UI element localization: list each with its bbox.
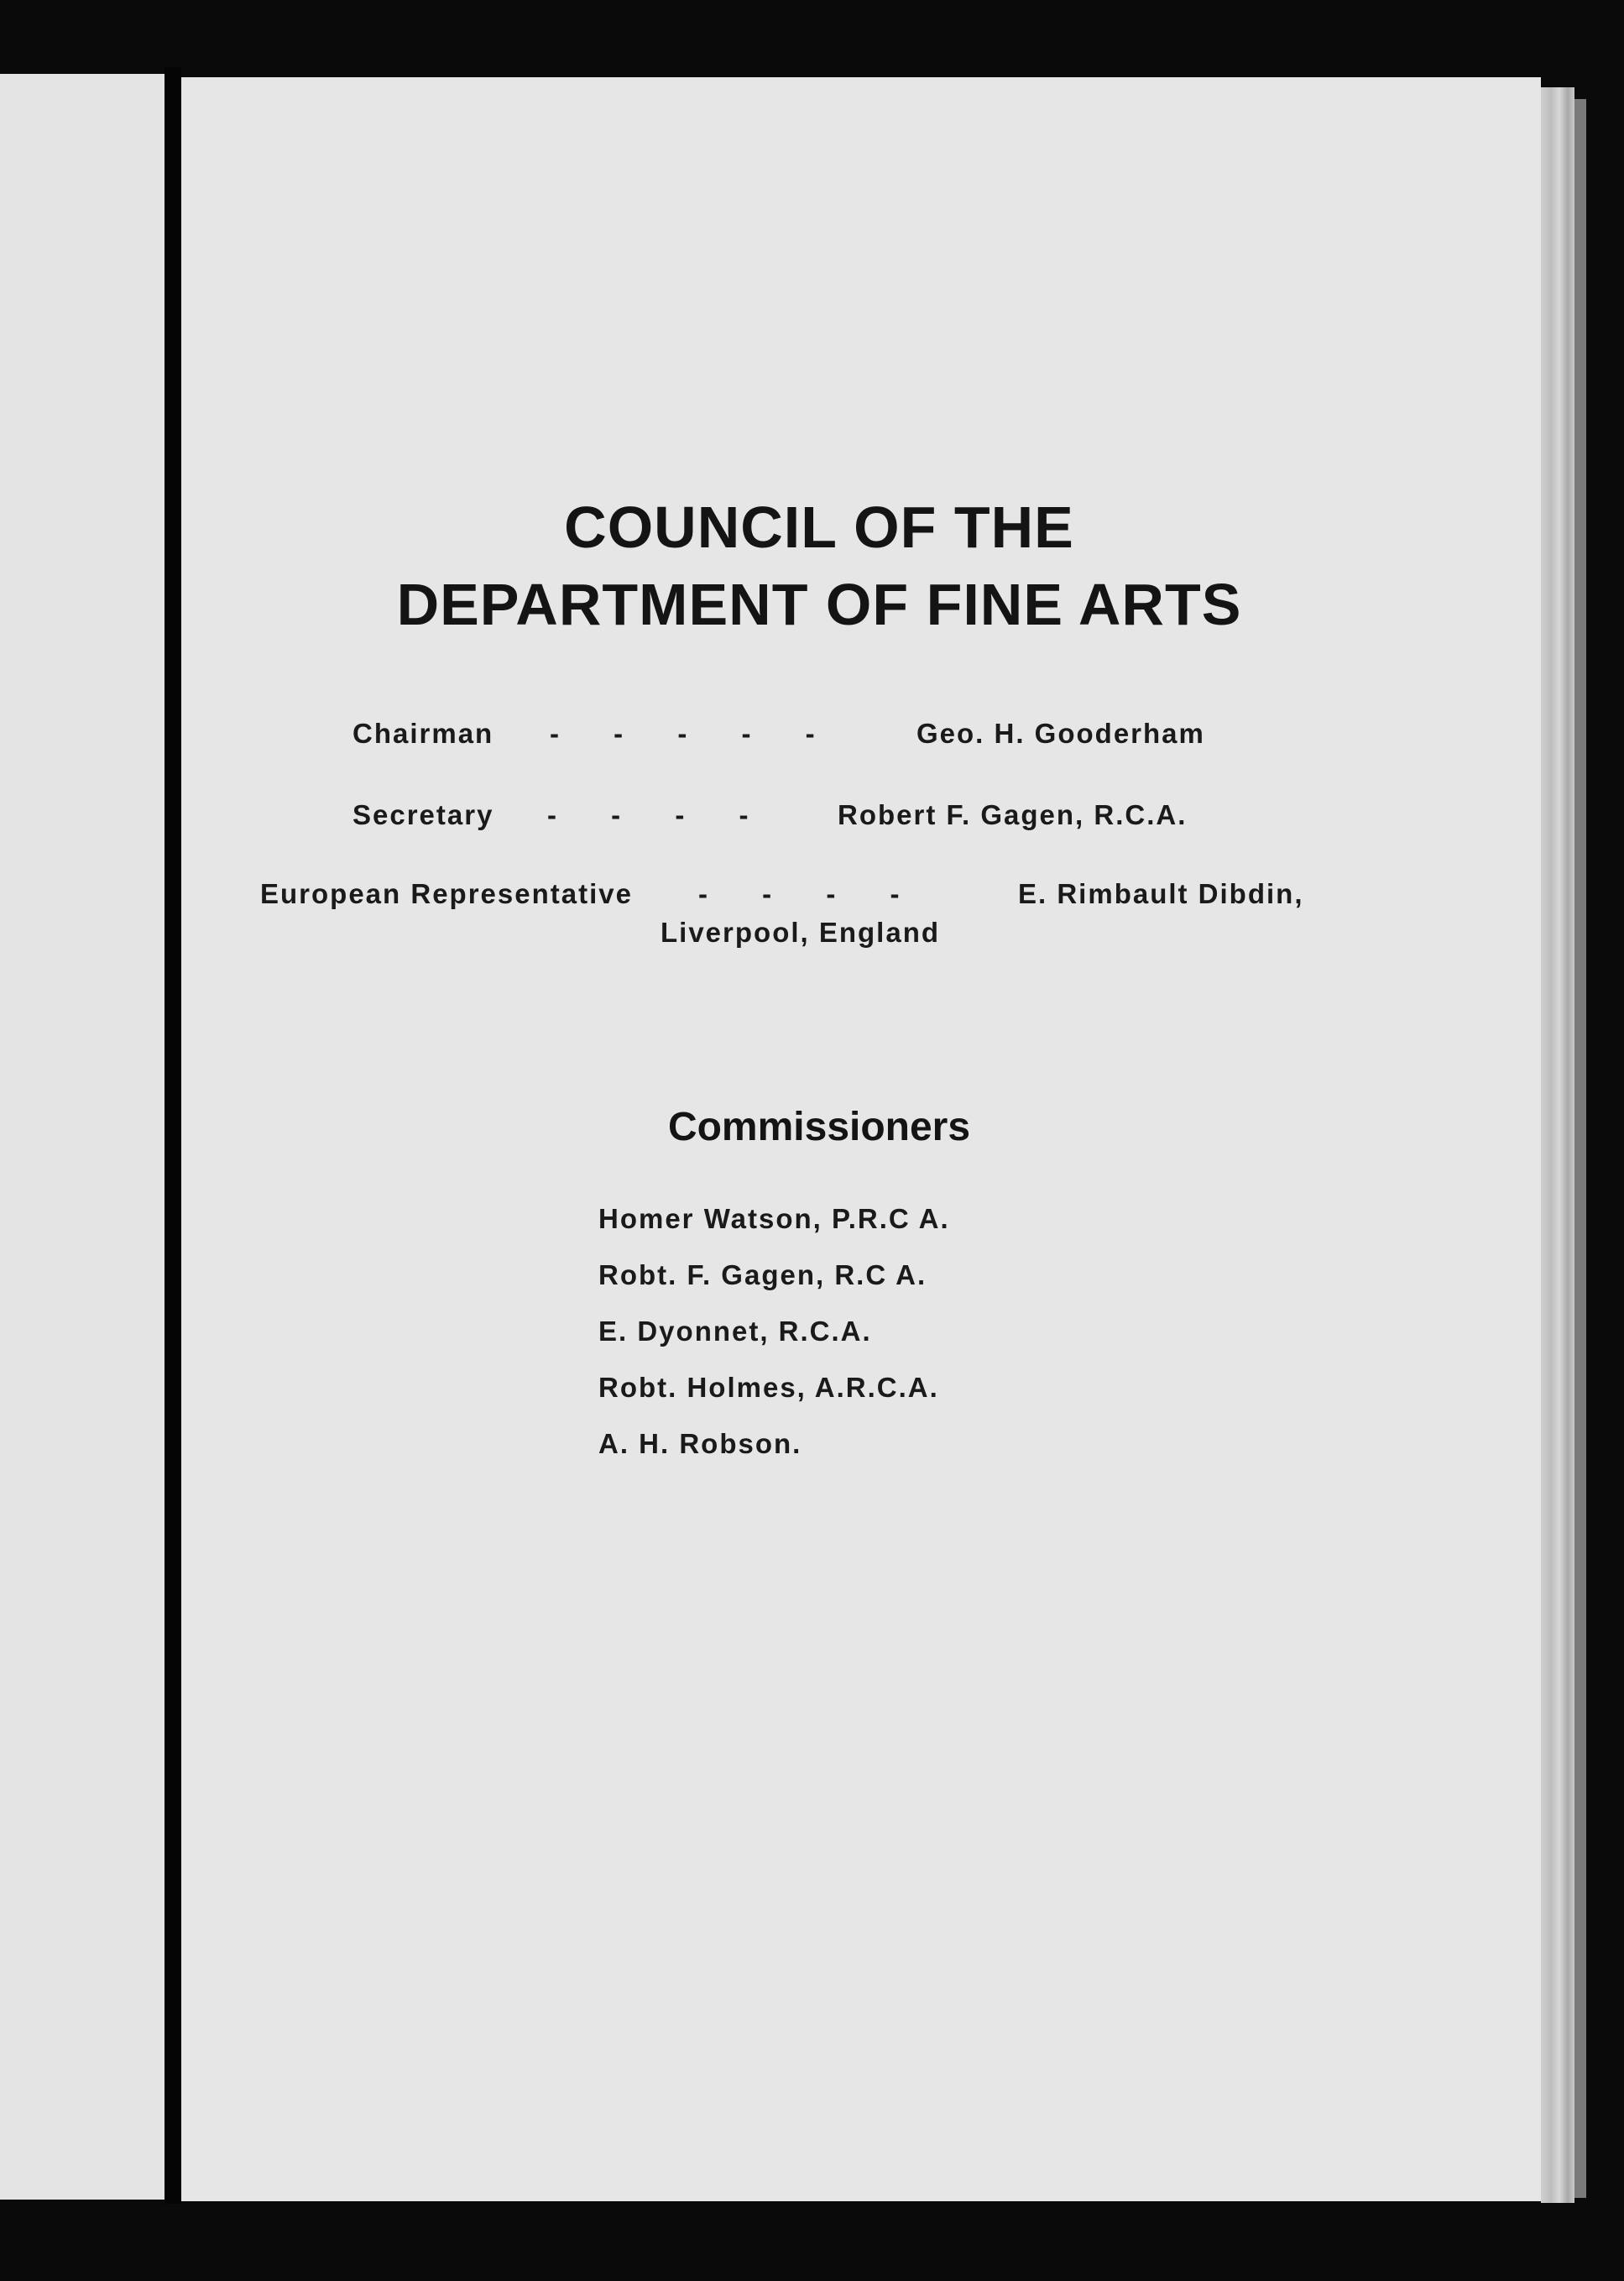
officer-name-european-representative: E. Rimbault Dibdin,: [1018, 878, 1304, 909]
commissioner-name: Robt. F. Gagen, R.C A.: [598, 1259, 927, 1290]
page-title-line-2: DEPARTMENT OF FINE ARTS: [396, 572, 1242, 637]
officer-role-chairman: Chairman: [352, 718, 494, 749]
officer-location-european-representative: Liverpool, England: [661, 917, 941, 948]
page-edge-shadow: [1574, 99, 1586, 2198]
commissioner-name: Robt. Holmes, A.R.C.A.: [598, 1372, 939, 1403]
officer-role-secretary: Secretary: [352, 799, 494, 830]
dot-leader-secretary: - - - -: [547, 799, 749, 830]
officer-name-chairman: Geo. H. Gooderham: [916, 718, 1205, 749]
book-gutter: [164, 67, 181, 2204]
commissioner-name: Homer Watson, P.R.C A.: [598, 1203, 950, 1234]
commissioner-name: E. Dyonnet, R.C.A.: [598, 1316, 872, 1347]
commissioners-heading: Commissioners: [667, 1105, 971, 1149]
officer-role-european-representative: European Representative: [260, 878, 633, 909]
commissioner-name: A. H. Robson.: [598, 1428, 802, 1459]
dot-leader-european-representative: - - - -: [698, 878, 900, 909]
page-edge: [1541, 87, 1574, 2203]
dot-leader-chairman: - - - - -: [550, 718, 815, 749]
left-page: [0, 74, 164, 2200]
page-title-line-1: COUNCIL OF THE: [564, 494, 1074, 560]
officer-name-secretary: Robert F. Gagen, R.C.A.: [838, 799, 1188, 830]
